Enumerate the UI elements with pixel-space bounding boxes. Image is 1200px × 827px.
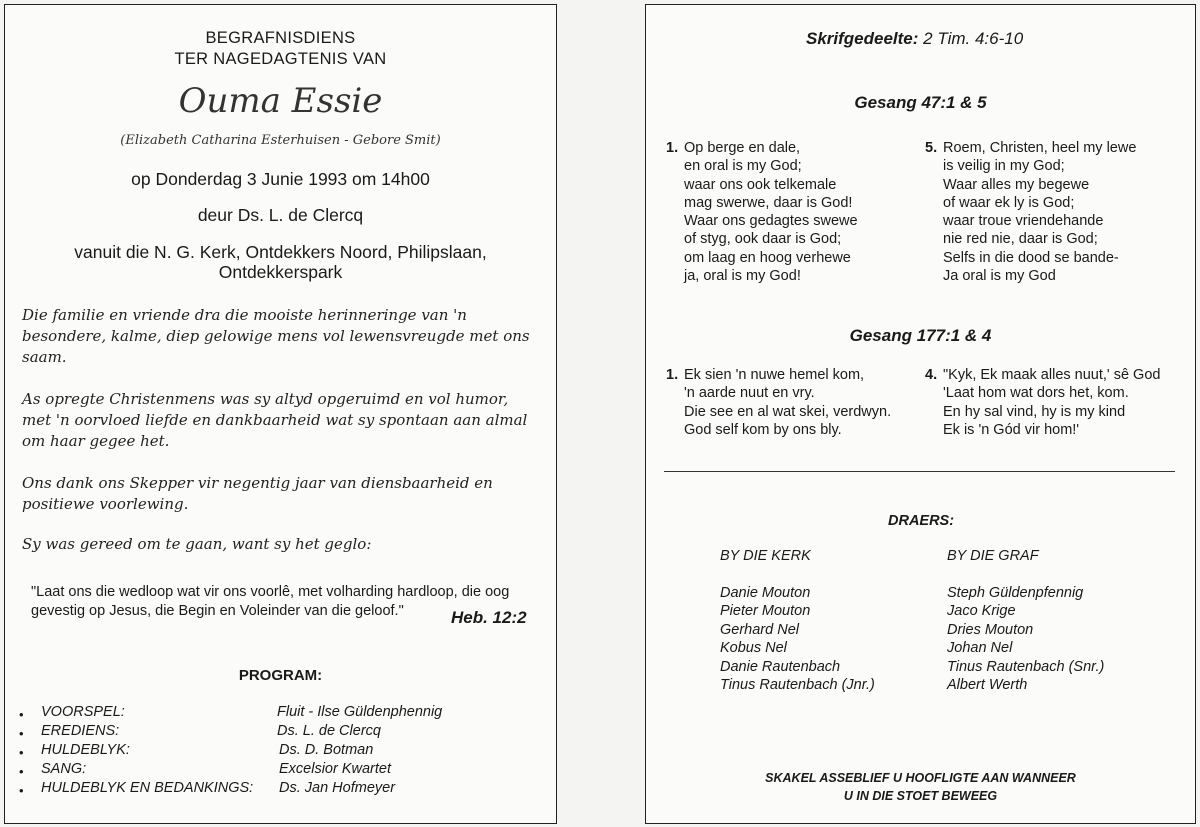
hymn-2-verse-1 [666,366,906,442]
service-minister: deur Ds. L. de Clercq [197,205,364,225]
bearer-name: Albert Werth [947,677,1028,694]
hymn-2-verse-4 [925,366,1187,442]
program-label: HULDEBLYK: [41,742,130,758]
divider [664,471,1175,472]
verse-number: 5. [925,140,938,156]
procession-notice [646,769,1195,805]
bearer-name: Johan Nel [947,640,1013,657]
bearer-name: Tinus Rautenbach (Snr.) [947,658,1105,675]
notice-line-2: U IN DIE STOET BEWEEG [843,789,998,803]
bearers-list [947,584,1167,694]
verse-line: Die see en al wat skei, verdwyn. [684,403,892,420]
service-date: op Donderdag 3 Junie 1993 om 14h00 [131,169,430,189]
program-value: Fluit - Ilse Güldenphennig [277,704,443,720]
tribute-paragraph-3: Ons dank ons Skepper vir negentig jaar van diensbaarheid en positiewe voorlewing. [22,474,493,513]
program-label: SANG: [41,761,87,777]
venue-line-2: Ontdekkerspark [218,262,343,282]
scripture-reading [806,29,1023,49]
verse-line: om laag en hoog verhewe [684,249,851,266]
scripture-value: 2 Tim. 4:6-10 [923,29,1024,48]
tribute-paragraph-4: Sy was gereed om te gaan, want sy het geglo: [22,535,372,553]
verse-line: 'n aarde nuut en vry. [684,385,815,402]
verse-line: God self kom by ons bly. [684,421,842,438]
verse-line: Ja oral is my God [943,268,1056,285]
verse-line: is veilig in my God; [943,158,1065,175]
quote-line-2: gevestig op Jesus, die Begin en Voleinder van die geloof." [31,603,404,619]
verse-line: Roem, Christen, heel my lewe [943,140,1137,156]
bearers-heading: BY DIE KERK [720,548,811,564]
header-line-1: BEGRAFNISDIENS [205,29,356,47]
verse-line: En hy sal vind, hy is my kind [943,403,1126,420]
verse-line: waar troue vriendehande [943,213,1104,230]
verse-line: Op berge en dale, [684,140,801,156]
hymn-2-title: Gesang 177:1 & 4 [849,326,992,345]
bearers-grave-group [947,548,1167,694]
program-value: Ds. D. Botman [279,742,374,758]
verse-line: "Kyk, Ek maak alles nuut,' sê God [943,367,1161,383]
verse-text [684,139,858,285]
program-label: VOORSPEL: [41,704,125,720]
left-page [4,4,557,824]
hymn-1-title: Gesang 47:1 & 5 [854,93,987,112]
verse-line: Selfs in die dood se bande- [943,249,1119,266]
verse-text [684,366,891,439]
quote-reference: Heb. 12:2 [451,608,527,627]
program-value: Excelsior Kwartet [279,761,392,777]
program-value: Ds. Jan Hofmeyer [279,780,396,796]
verse-line: nie red nie, daar is God; [943,231,1098,248]
bullet-icon: • [19,707,24,722]
verse-line: Waar alles my begewe [943,176,1090,193]
program-title: PROGRAM: [238,667,323,684]
bullet-icon: • [19,745,24,760]
program-label: HULDEBLYK EN BEDANKINGS: [41,780,254,796]
deceased-full-name: (Elizabeth Catharina Esterhuisen - Gebore Smit) [120,133,441,148]
bearer-name: Tinus Rautenbach (Jnr.) [720,677,875,694]
tribute-paragraph-2: As opregte Christenmens was sy altyd opgeruimd en vol humor, met 'n oorvloed liefde en dankbaarheid wat sy spontaan aan almal om haar gegee het. [22,390,528,450]
verse-line: of styg, ook daar is God; [684,231,842,248]
verse-line: Ek is 'n Gód vir hom!' [943,421,1080,438]
program-value: Ds. L. de Clercq [277,723,381,739]
verse-number: 1. [666,367,679,383]
venue-line-1: vanuit die N. G. Kerk, Ontdekkers Noord, Philipslaan, [74,242,487,262]
service-venue [5,242,556,282]
verse-line: waar ons ook telkemale [684,176,837,193]
bearer-name: Pieter Mouton [720,603,811,620]
right-page [645,4,1196,824]
bearer-name: Danie Mouton [720,585,811,601]
verse-line: of waar ek ly is God; [943,194,1075,211]
bearer-name: Danie Rautenbach [720,658,841,675]
bearer-name: Dries Mouton [947,621,1034,638]
verse-line: ja, oral is my God! [684,268,801,285]
bearers-list [720,584,920,694]
bearers-church-group [720,548,920,694]
bearer-name: Jaco Krige [947,603,1016,620]
hymn-1-verse-1 [666,139,906,289]
bullet-icon: • [19,726,24,741]
verse-line: 'Laat hom wat dors het, kom. [943,385,1129,402]
bearer-name: Steph Güldenpfennig [947,585,1084,601]
scripture-label: Skrifgedeelte: [806,29,919,48]
verse-number: 1. [666,140,679,156]
deceased-name: Ouma Essie [178,81,383,121]
verse-line: en oral is my God; [684,158,802,175]
hymn-1-verse-5 [925,139,1185,289]
program-label: EREDIENS: [41,723,120,739]
verse-line: Waar ons gedagtes swewe [684,213,858,230]
verse-text [943,139,1136,285]
bearer-name: Kobus Nel [720,640,787,657]
header-line-2: TER NAGEDAGTENIS VAN [174,50,387,68]
bearers-title: DRAERS: [888,513,955,529]
bearers-heading: BY DIE GRAF [947,548,1039,564]
tribute-paragraph-1: Die familie en vriende dra die mooiste herinneringe van 'n besondere, kalme, diep gelowige mens vol lewensvreugde met ons saam. [22,306,530,366]
verse-line: Ek sien 'n nuwe hemel kom, [684,367,865,383]
verse-number: 4. [925,367,938,383]
bullet-icon: • [19,783,24,798]
bearer-name: Gerhard Nel [720,621,799,638]
notice-line-1: SKAKEL ASSEBLIEF U HOOFLIGTE AAN WANNEER [765,771,1076,785]
verse-text [943,366,1160,439]
quote-line-1: "Laat ons die wedloop wat vir ons voorlê, met volharding hardloop, die oog [31,584,510,600]
bullet-icon: • [19,764,24,779]
verse-line: mag swerwe, daar is God! [684,194,853,211]
